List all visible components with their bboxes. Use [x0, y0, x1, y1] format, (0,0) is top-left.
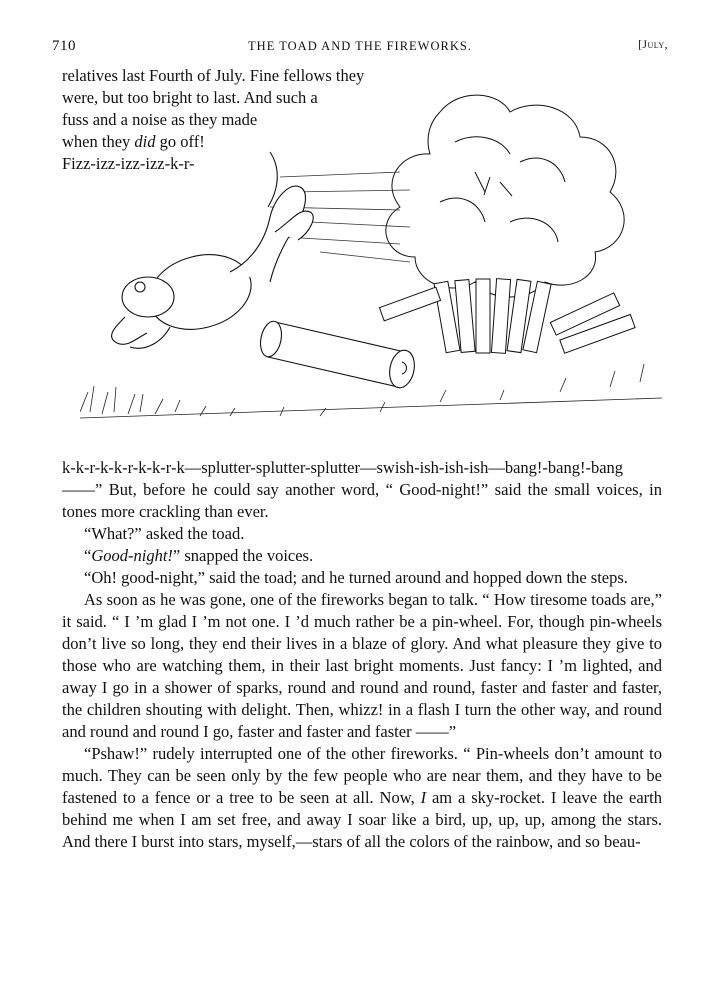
text-line: were, but too bright to last. And such a	[62, 88, 318, 107]
paragraph: “Good-night!” snapped the voices.	[84, 546, 314, 565]
paragraph: “What?” asked the toad.	[84, 524, 245, 543]
body-text	[62, 457, 662, 853]
paragraph: “Oh! good-night,” said the toad; and he turned around and hopped down the steps.	[84, 568, 628, 587]
illustration-toad-fireworks	[80, 82, 662, 432]
page-header	[52, 38, 668, 58]
page-number: 710	[52, 38, 76, 54]
paragraph: As soon as he was gone, one of the fireworks began to talk. “ How tiresome toads are,” it said. “ I ’m glad I ’m not one. I ’d much rather be a pin-wheel. For, though pin-wheels don’t live so long, they end their lives in a blaze of glory. And what pleasure they give to those who are watching them, in their last bright moments. Just fancy: I ’m lighted, and away I go in a shower of sparks, round and round and round, faster and faster and faster, the children shouting with delight. Then, whizz! in a flash I turn the other way, and round and round and round I go, faster and faster and faster ——”	[62, 590, 662, 741]
running-title: THE TOAD AND THE FIREWORKS.	[248, 39, 472, 53]
text-line: relatives last Fourth of July. Fine fellows they	[62, 66, 365, 85]
paragraph: “Pshaw!” rudely interrupted one of the other fireworks. “ Pin-wheels don’t amount to much. They can be seen only by the few people who are near them, and they have to be fastened to a fence or a tree to be seen at all. Now, I am a sky-rocket. I leave the earth behind me when I am set free, and away I soar like a bird, up, up, up, among the stars. And there I burst into stars, myself,—stars of all the colors of the rainbow, and so beau-	[62, 744, 662, 851]
text-line: Fizz-izz-izz-izz-k-r-	[62, 154, 195, 173]
text-line: when they did go off!	[62, 132, 205, 151]
text-line: fuss and a noise as they made	[62, 110, 258, 129]
paragraph: k-k-r-k-k-r-k-k-r-k—splutter-splutter-splutter—swish-ish-ish-ish—bang!-bang!-bang ——” But, before he could say another word, “ Good-night!” said the small voices, in tones more crackling than ever.	[62, 458, 662, 521]
running-month: [July,	[638, 39, 668, 51]
